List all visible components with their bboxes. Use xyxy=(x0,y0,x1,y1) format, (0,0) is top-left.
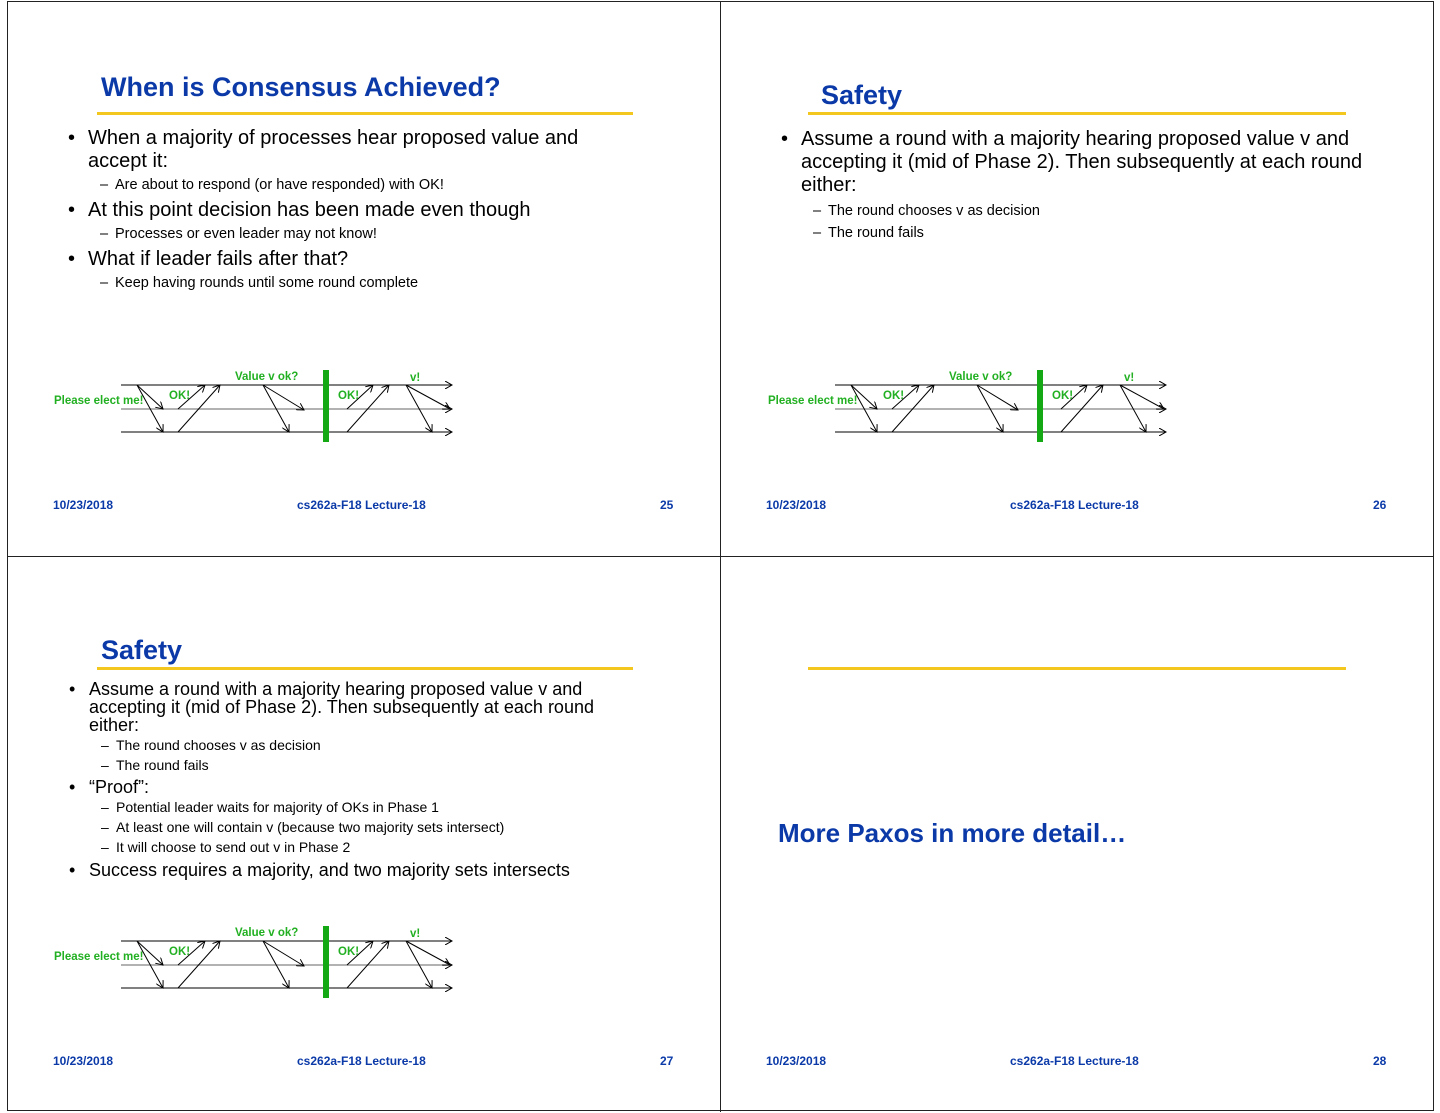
sub-bullet: – At least one will contain v (because two majority sets intersect) xyxy=(69,819,634,836)
footer-date: 10/23/2018 xyxy=(53,1054,114,1068)
footer-course: cs262a-F18 Lecture-18 xyxy=(1010,1054,1139,1068)
label-ok-2: OK! xyxy=(338,946,360,958)
message-diagram xyxy=(0,556,713,1111)
message-arrow xyxy=(263,941,304,966)
slide-title: When is Consensus Achieved? xyxy=(101,72,501,102)
decision-bar xyxy=(1037,370,1043,442)
slide-26 xyxy=(714,0,1427,555)
message-diagram xyxy=(0,0,713,555)
sub-bullet: – Processes or even leader may not know! xyxy=(68,226,613,243)
slide-27 xyxy=(0,556,713,1111)
label-please-elect-me: Please elect me! xyxy=(768,395,858,407)
message-arrow xyxy=(977,385,1018,410)
label-please-elect-me: Please elect me! xyxy=(54,395,144,407)
label-ok-2: OK! xyxy=(1052,390,1074,402)
sub-bullet: – The round chooses v as decision xyxy=(781,203,1381,220)
label-value-v-ok: Value v ok? xyxy=(235,371,299,383)
bullet: • Success requires a majority, and two majority sets intersects xyxy=(69,860,634,880)
label-ok-2: OK! xyxy=(338,390,360,402)
slide-25 xyxy=(0,0,713,555)
bullet: • At this point decision has been made even though xyxy=(68,199,613,222)
label-ok-1: OK! xyxy=(169,946,191,958)
footer-course: cs262a-F18 Lecture-18 xyxy=(297,1054,426,1068)
slide-title: More Paxos in more detail… xyxy=(778,818,1127,848)
label-value-v-ok: Value v ok? xyxy=(949,371,1013,383)
title-underline xyxy=(808,667,1346,670)
footer-course: cs262a-F18 Lecture-18 xyxy=(297,498,426,512)
label-please-elect-me: Please elect me! xyxy=(54,951,144,963)
bullet: • “Proof”: xyxy=(69,777,634,797)
footer-course: cs262a-F18 Lecture-18 xyxy=(1010,498,1139,512)
bullet: • What if leader fails after that? xyxy=(68,248,613,271)
decision-bar xyxy=(323,370,329,442)
footer-date: 10/23/2018 xyxy=(53,498,114,512)
sub-bullet: – Potential leader waits for majority of OKs in Phase 1 xyxy=(69,799,634,816)
footer-date: 10/23/2018 xyxy=(766,498,827,512)
slide-title: Safety xyxy=(101,635,183,665)
message-diagram xyxy=(714,0,1427,555)
label-ok-1: OK! xyxy=(169,390,191,402)
footer-page-number: 28 xyxy=(1373,1054,1387,1068)
sub-bullet: – Keep having rounds until some round complete xyxy=(68,275,613,292)
sub-bullet: – Are about to respond (or have responded) with OK! xyxy=(68,177,613,194)
bullet: • Assume a round with a majority hearing proposed value v and accepting it (mid of Phase 2). Then subsequently at each round either: xyxy=(69,680,634,734)
footer-date: 10/23/2018 xyxy=(766,1054,827,1068)
slide-28 xyxy=(714,556,1427,1111)
label-ok-1: OK! xyxy=(883,390,905,402)
label-v: v! xyxy=(410,928,421,940)
decision-bar xyxy=(323,926,329,998)
label-v: v! xyxy=(1124,372,1135,384)
bullet: • Assume a round with a majority hearing proposed value v and accepting it (mid of Phase 2). Then subsequently at each round either: xyxy=(781,128,1381,197)
slide-title: Safety xyxy=(821,80,903,110)
sub-bullet: – It will choose to send out v in Phase 2 xyxy=(69,839,634,856)
label-value-v-ok: Value v ok? xyxy=(235,927,299,939)
sub-bullet: – The round chooses v as decision xyxy=(69,737,634,754)
footer-page-number: 26 xyxy=(1373,498,1387,512)
bullet: • When a majority of processes hear proposed value and accept it: xyxy=(68,127,613,173)
label-v: v! xyxy=(410,372,421,384)
footer-page-number: 27 xyxy=(660,1054,674,1068)
sub-bullet: – The round fails xyxy=(781,225,1381,242)
sub-bullet: – The round fails xyxy=(69,757,634,774)
footer-page-number: 25 xyxy=(660,498,674,512)
message-arrow xyxy=(263,385,304,410)
